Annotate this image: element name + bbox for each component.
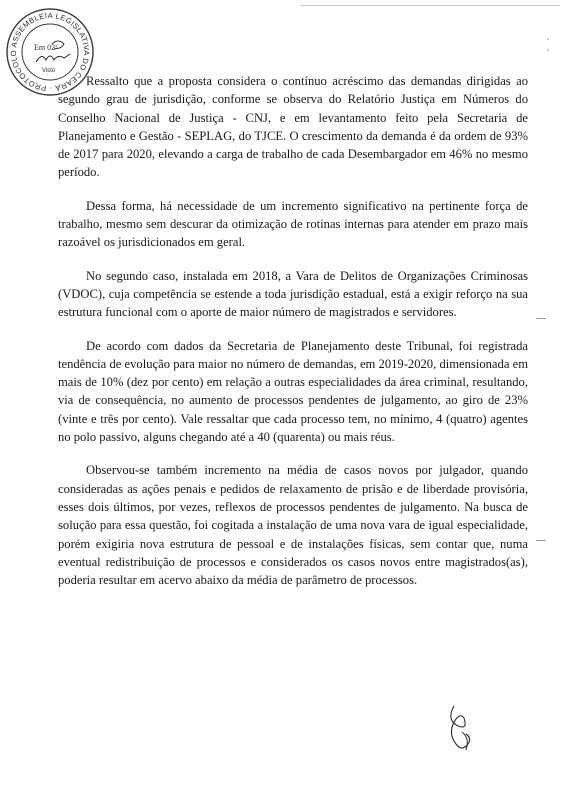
document-body [58, 72, 528, 604]
paragraph-4: De acordo com dados da Secretaria de Planejamento deste Tribunal, foi registrada tendência de evolução para maior no número de demandas, em 2019-2020, dimensionada em mais de 10% (dez por cento) em relação a outras especialidades da área criminal, resultando, via de consequência, no aumento de processos pendentes de julgamento, ao giro de 23% (vinte e três por cento). Vale ressaltar que cada processo tem, no mínimo, 4 (quatro) agentes no polo passivo, alguns chegando até a 40 (quarenta) ou mais réus. [58, 338, 528, 445]
stamp-visto: Visto [42, 68, 56, 74]
signature-rubric [440, 702, 480, 758]
paragraph-2: Dessa forma, há necessidade de um incremento significativo na pertinente força de trabalho, mesmo sem descurar da otimização de rotinas internas para atender em prazo mais razoável os jurisdicionados em geral. [58, 198, 528, 250]
top-edge-line [300, 5, 560, 6]
paragraph-5: Observou-se também incremento na média de casos novos por julgador, quando consideradas as ações penais e pedidos de relaxamento de prisão e de liberdade provisória, esses dois últimos, por vezes, reflexos de processos pendentes de julgamento. Na busca de solução para essa questão, foi cogitada a instalação de uma nova vara de igual especialidade, porém exigiria nova estrutura de pessoal e de instalações físicas, sem contar que, numa eventual redistribuição de processos e considerados os casos novos entre magistrados(as), poderia resultar em acervo abaixo da média de parâmetro de processos. [58, 463, 528, 588]
margin-tick [536, 540, 546, 541]
paragraph-1: Ressalto que a proposta considera o contínuo acréscimo das demandas dirigidas ao segundo grau de jurisdição, conforme se observa do Relatório Justiça em Números do Conselho Nacional de Justiça - CNJ, e em levantamento feito pela Secretaria de Planejamento e Gestão - SEPLAG, do TJCE. O crescimento da demanda é da ordem de 93% de 2017 para 2020, elevando a carga de trabalho de cada Desembargador em 46% no mesmo período. [58, 74, 528, 180]
paragraph-3: No segundo caso, instalada em 2018, a Vara de Delitos de Organizações Criminosas (VDOC), cuja competência se estende a toda jurisdição estadual, está a exigir reforço na sua estrutura funcional com o aporte de maior número de magistrados e servidores. [58, 268, 528, 320]
margin-marks [545, 36, 551, 56]
margin-tick [536, 318, 546, 319]
stamp-ring-text: ASSEMBLEIA LEGISLATIVA DO CEARÁ · PROTOCOLO [8, 10, 92, 94]
stamp-date: Em 02/ [34, 43, 58, 52]
